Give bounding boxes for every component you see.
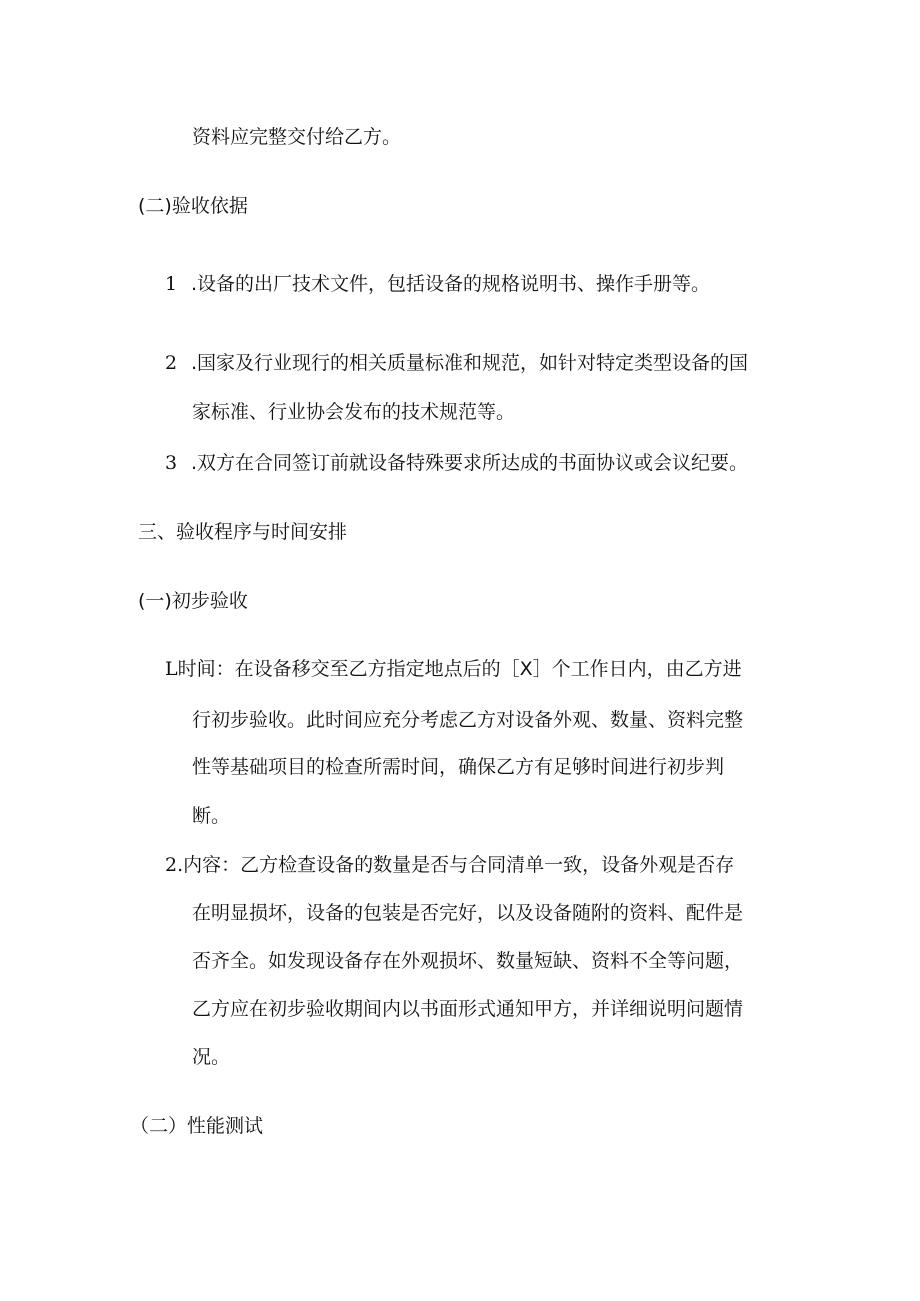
list-item-continuation: 行初步验收。此时间应充分考虑乙方对设备外观、数量、资料完整 (192, 709, 744, 731)
section-heading-three: 三、验收程序与时间安排 (138, 521, 348, 543)
subheading-performance-test: （二）性能测试 (130, 1115, 264, 1137)
list-item-continuation: 否齐全。如发现设备存在外观损坏、数量短缺、资料不全等问题， (192, 950, 744, 972)
list-item-basis-1 (165, 273, 710, 296)
list-item-text: .设备的出厂技术文件，包括设备的规格说明书、操作手册等。 (191, 273, 711, 295)
paragraph-continuation: 资料应完整交付给乙方。 (192, 126, 402, 148)
subheading-initial-acceptance: (一)初步验收 (138, 590, 248, 612)
list-number: 2 (165, 352, 178, 374)
list-number: 3 (165, 452, 178, 474)
list-item-text: 时间：在设备移交至乙方指定地点后的［X］个工作日内，由乙方进 (177, 658, 742, 680)
list-item-content (165, 854, 734, 877)
list-item-continuation: 在明显损坏，设备的包装是否完好，以及设备随附的资料、配件是 (192, 902, 744, 924)
subheading-acceptance-basis: (二)验收依据 (138, 195, 248, 217)
list-item-continuation: 乙方应在初步验收期间内以书面形式通知甲方，并详细说明问题情 (192, 998, 744, 1020)
list-item-text: 内容：乙方检查设备的数量是否与合同清单一致，设备外观是否存 (183, 854, 735, 876)
list-number: L (165, 658, 178, 680)
list-item-continuation: 断。 (192, 805, 231, 827)
list-item-text: .国家及行业现行的相关质量标准和规范，如针对特定类型设备的国 (191, 352, 749, 374)
list-number: 1 (165, 273, 178, 295)
list-item-time (165, 658, 742, 681)
list-item-continuation: 况。 (192, 1046, 231, 1068)
list-item-text: .双方在合同签订前就设备特殊要求所达成的书面协议或会议纪要。 (191, 452, 749, 474)
list-item-basis-2 (165, 352, 748, 375)
list-item-continuation: 性等基础项目的检查所需时间，确保乙方有足够时间进行初步判 (192, 756, 725, 778)
list-item-continuation: 家标准、行业协会发布的技术规范等。 (192, 401, 516, 423)
list-number: 2. (165, 854, 184, 876)
list-item-basis-3 (165, 452, 748, 475)
